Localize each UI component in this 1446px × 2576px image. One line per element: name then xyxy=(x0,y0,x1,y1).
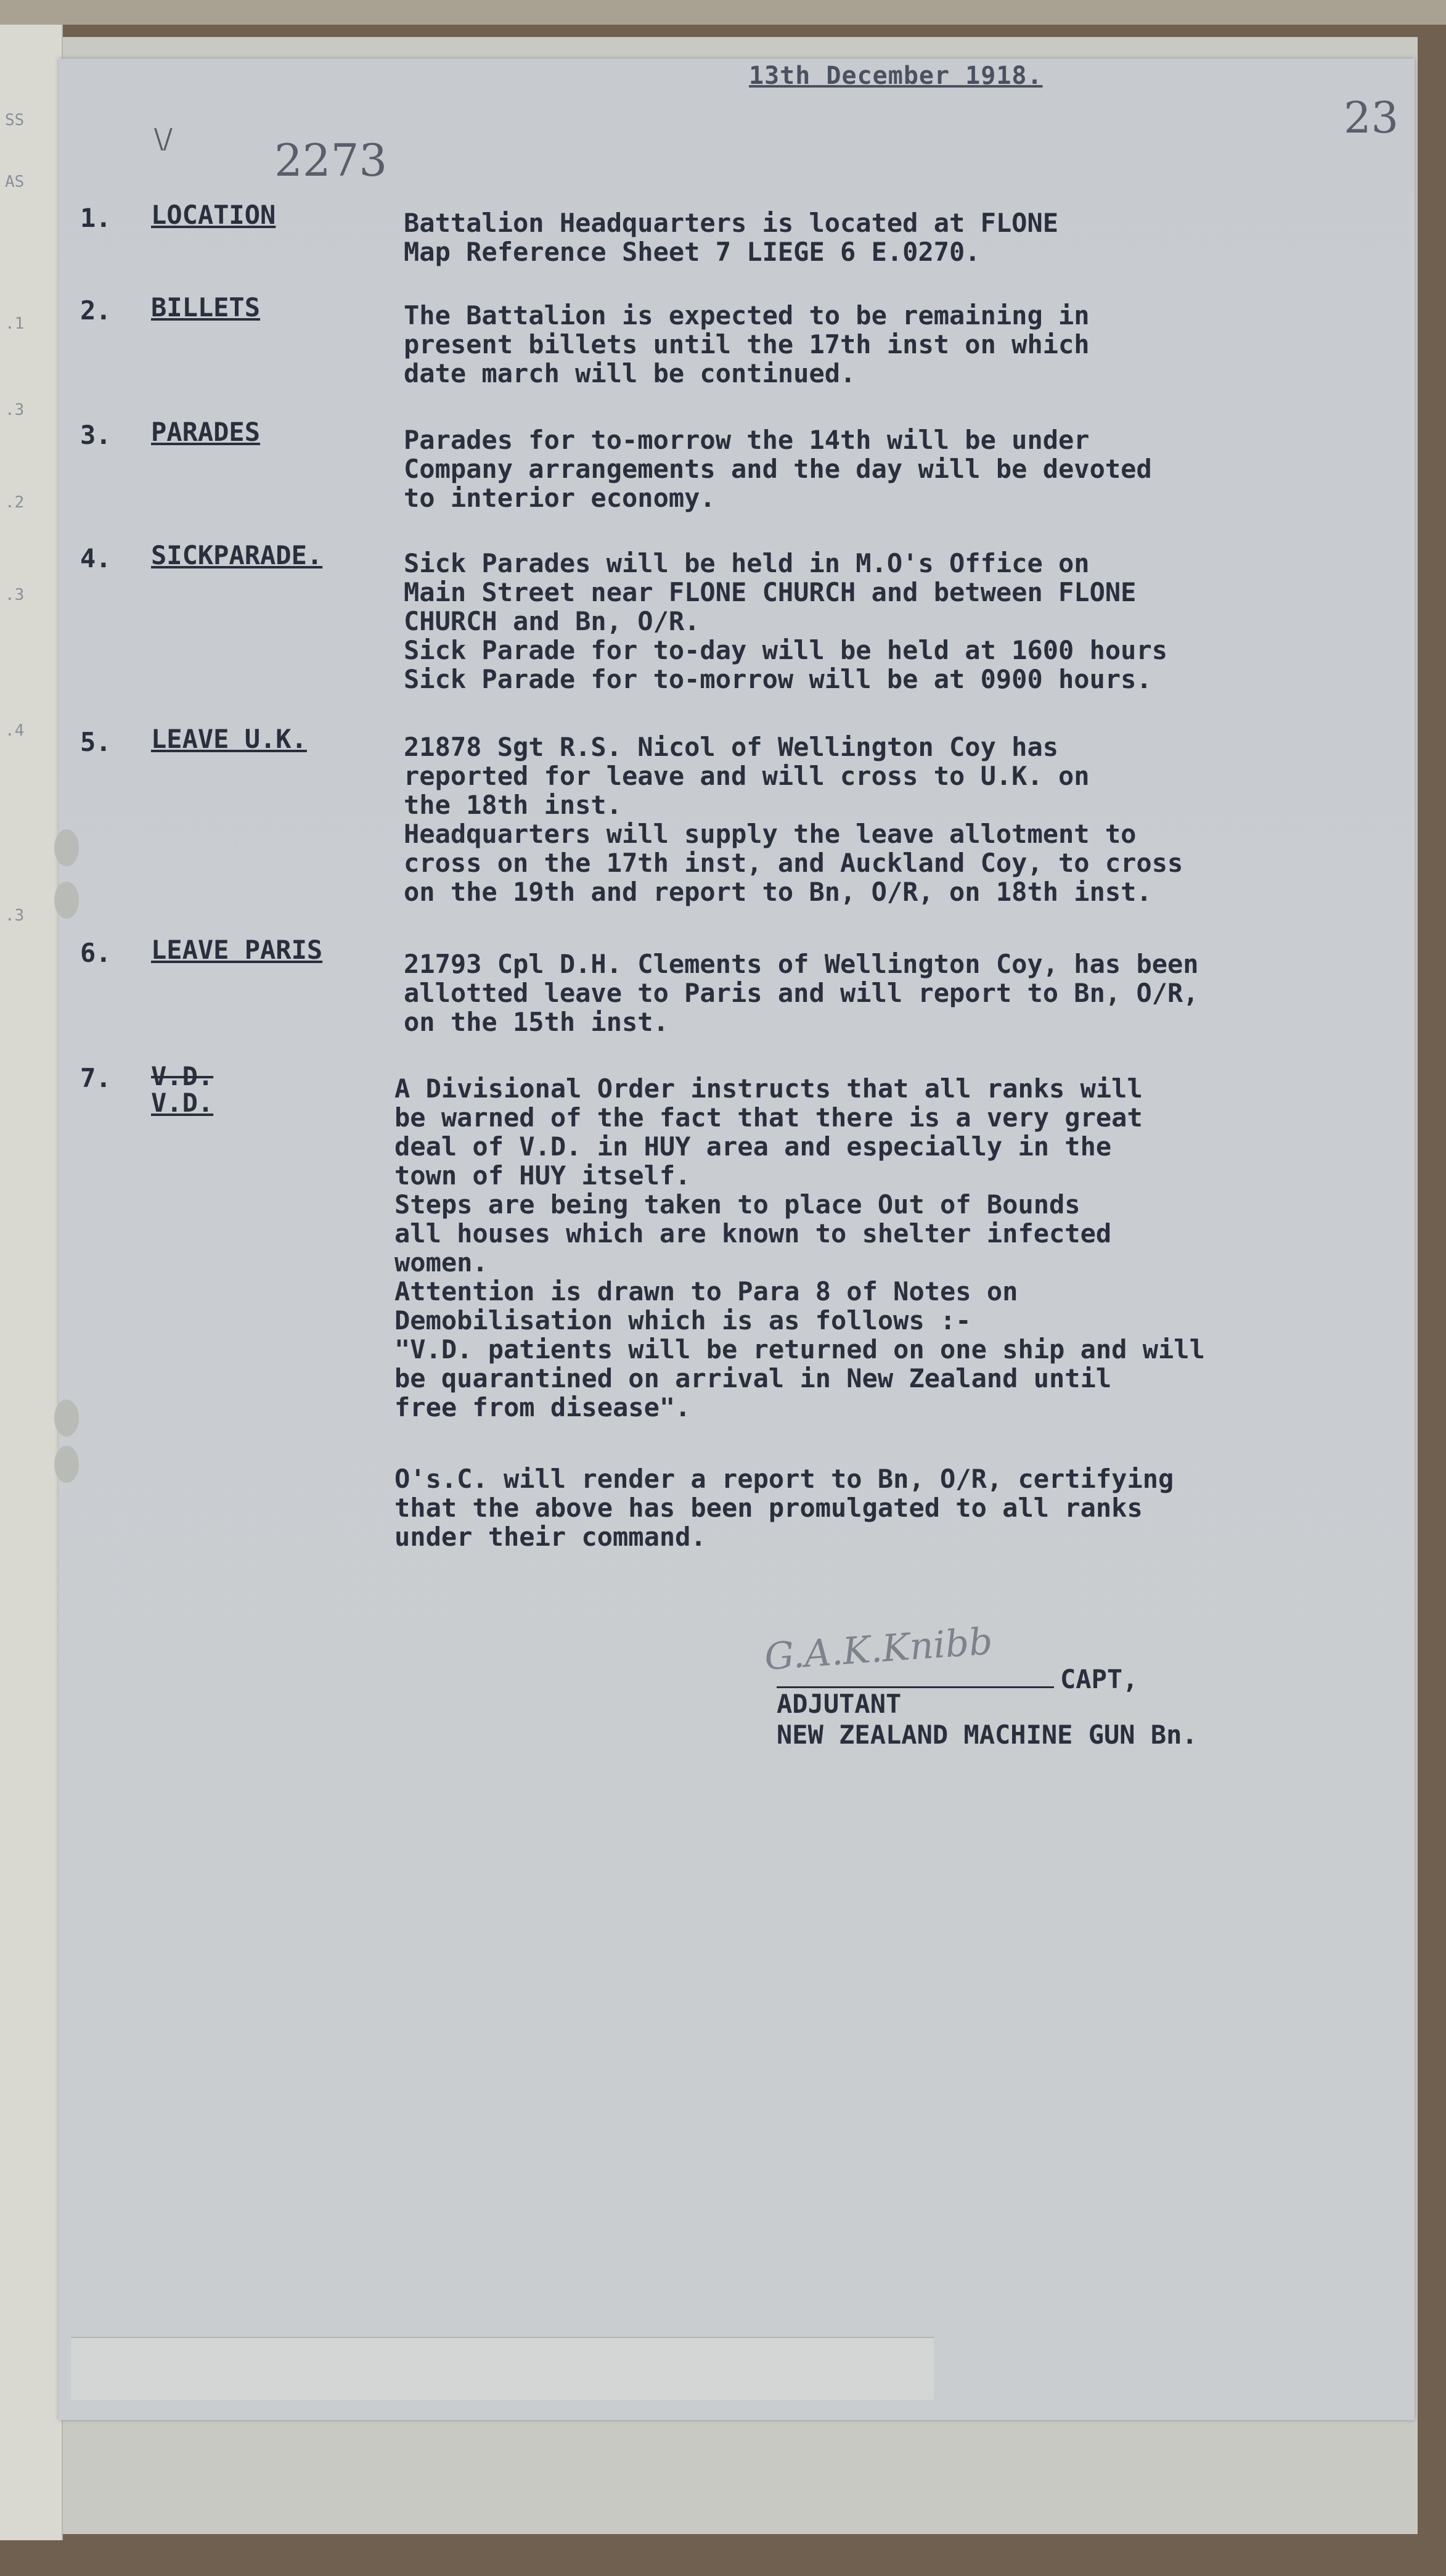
closing-paragraph xyxy=(394,1464,1174,1551)
body-line: The Battalion is expected to be remaining in xyxy=(404,300,1090,330)
signature-unit: NEW ZEALAND MACHINE GUN Bn. xyxy=(777,1720,1198,1750)
body-line: Sick Parades will be held in M.O's Office on xyxy=(404,548,1090,578)
margin-fragment: .4 xyxy=(5,721,25,740)
item-number: 2. xyxy=(80,295,112,326)
body-line: be quarantined on arrival in New Zealand until xyxy=(394,1363,1112,1393)
body-line: town of HUY itself. xyxy=(394,1160,691,1191)
attached-paper-strip xyxy=(71,2337,934,2400)
page-number: 23 xyxy=(1344,92,1399,143)
closing-line: that the above has been promulgated to all ranks xyxy=(394,1493,1143,1523)
item-heading: PARADES xyxy=(151,417,261,447)
body-line: Sick Parade for to-day will be held at 1600 hours xyxy=(404,635,1168,665)
margin-fragment: .3 xyxy=(5,401,25,419)
body-line: cross on the 17th inst, and Auckland Coy, to cross xyxy=(404,848,1183,878)
punch-hole xyxy=(54,882,79,919)
body-line: Headquarters will supply the leave allotment to xyxy=(404,819,1137,849)
punch-hole xyxy=(54,829,79,866)
margin-fragment: AS xyxy=(5,173,25,191)
margin-fragment: SS xyxy=(5,111,25,129)
body-line: Map Reference Sheet 7 LIEGE 6 E.0270. xyxy=(404,237,981,267)
item-number: 5. xyxy=(80,727,112,757)
item-body xyxy=(404,732,1183,906)
punch-hole xyxy=(54,1446,79,1483)
item-body xyxy=(394,1074,1205,1422)
item-body xyxy=(404,425,1152,512)
body-line: A Divisional Order instructs that all ranks will xyxy=(394,1073,1143,1104)
item-heading: LEAVE U.K. xyxy=(151,724,307,754)
body-line: be warned of the fact that there is a very great xyxy=(394,1102,1143,1133)
folder-edge xyxy=(0,0,1446,25)
document-date: 13th December 1918. xyxy=(749,62,1043,90)
body-line: to interior economy. xyxy=(404,483,716,513)
body-line: 21793 Cpl D.H. Clements of Wellington Coy, has been xyxy=(404,949,1199,979)
body-line: "V.D. patients will be returned on one ship and will xyxy=(394,1334,1205,1364)
body-line: deal of V.D. in HUY area and especially in the xyxy=(394,1131,1112,1162)
item-number: 6. xyxy=(80,938,112,968)
body-line: present billets until the 17th inst on which xyxy=(404,329,1090,359)
item-body xyxy=(404,301,1090,388)
item-body xyxy=(404,549,1167,694)
margin-fragment: .3 xyxy=(5,906,25,925)
body-line: date march will be continued. xyxy=(404,358,856,388)
body-line: Parades for to-morrow the 14th will be under xyxy=(404,425,1090,455)
margin-fragment: .3 xyxy=(5,586,25,604)
underlying-page xyxy=(0,25,63,2540)
body-line: reported for leave and will cross to U.K. on xyxy=(404,761,1090,791)
signature-title: ADJUTANT xyxy=(777,1689,902,1719)
body-line: Demobilisation which is as follows :- xyxy=(394,1305,971,1335)
item-number: 3. xyxy=(80,420,112,450)
body-line: the 18th inst. xyxy=(404,790,623,820)
body-line: women. xyxy=(394,1247,488,1278)
body-line: Sick Parade for to-morrow will be at 0900 hours. xyxy=(404,664,1152,694)
item-heading-struck: V.D. xyxy=(151,1061,214,1091)
punch-hole xyxy=(54,1400,79,1437)
item-number: 1. xyxy=(80,203,112,233)
margin-fragment: .1 xyxy=(5,314,25,333)
closing-line: under their command. xyxy=(394,1522,706,1552)
body-line: Steps are being taken to place Out of Bounds xyxy=(394,1189,1080,1220)
closing-line: O's.C. will render a report to Bn, O/R, certifying xyxy=(394,1464,1174,1494)
document-number: 2273 xyxy=(274,134,388,186)
margin-fragment: .2 xyxy=(5,493,25,512)
tick-mark: \/ xyxy=(154,123,173,155)
item-heading: LOCATION xyxy=(151,200,276,230)
item-number: 7. xyxy=(80,1063,112,1093)
item-body xyxy=(404,208,1058,266)
body-line: Main Street near FLONE CHURCH and between FLONE xyxy=(404,577,1137,607)
item-body xyxy=(404,950,1199,1036)
body-line: 21878 Sgt R.S. Nicol of Wellington Coy has xyxy=(404,732,1059,762)
handwritten-signature: G.A.K.Knibb xyxy=(763,1620,994,1679)
body-line: Attention is drawn to Para 8 of Notes on xyxy=(394,1276,1018,1306)
body-line: free from disease". xyxy=(394,1392,691,1422)
body-line: allotted leave to Paris and will report to Bn, O/R, xyxy=(404,978,1199,1008)
body-line: Company arrangements and the day will be devoted xyxy=(404,454,1152,484)
signature-line xyxy=(777,1686,1054,1688)
body-line: on the 19th and report to Bn, O/R, on 18th inst. xyxy=(404,877,1152,907)
item-heading: BILLETS xyxy=(151,292,261,322)
item-heading: V.D. xyxy=(151,1088,214,1118)
item-heading: LEAVE PARIS xyxy=(151,935,323,965)
item-number: 4. xyxy=(80,543,112,573)
signature-rank: CAPT, xyxy=(1060,1664,1138,1694)
body-line: Battalion Headquarters is located at FLONE xyxy=(404,208,1059,238)
body-line: CHURCH and Bn, O/R. xyxy=(404,606,700,636)
body-line: all houses which are known to shelter infected xyxy=(394,1218,1112,1249)
item-heading: SICKPARADE. xyxy=(151,540,323,570)
body-line: on the 15th inst. xyxy=(404,1007,669,1037)
